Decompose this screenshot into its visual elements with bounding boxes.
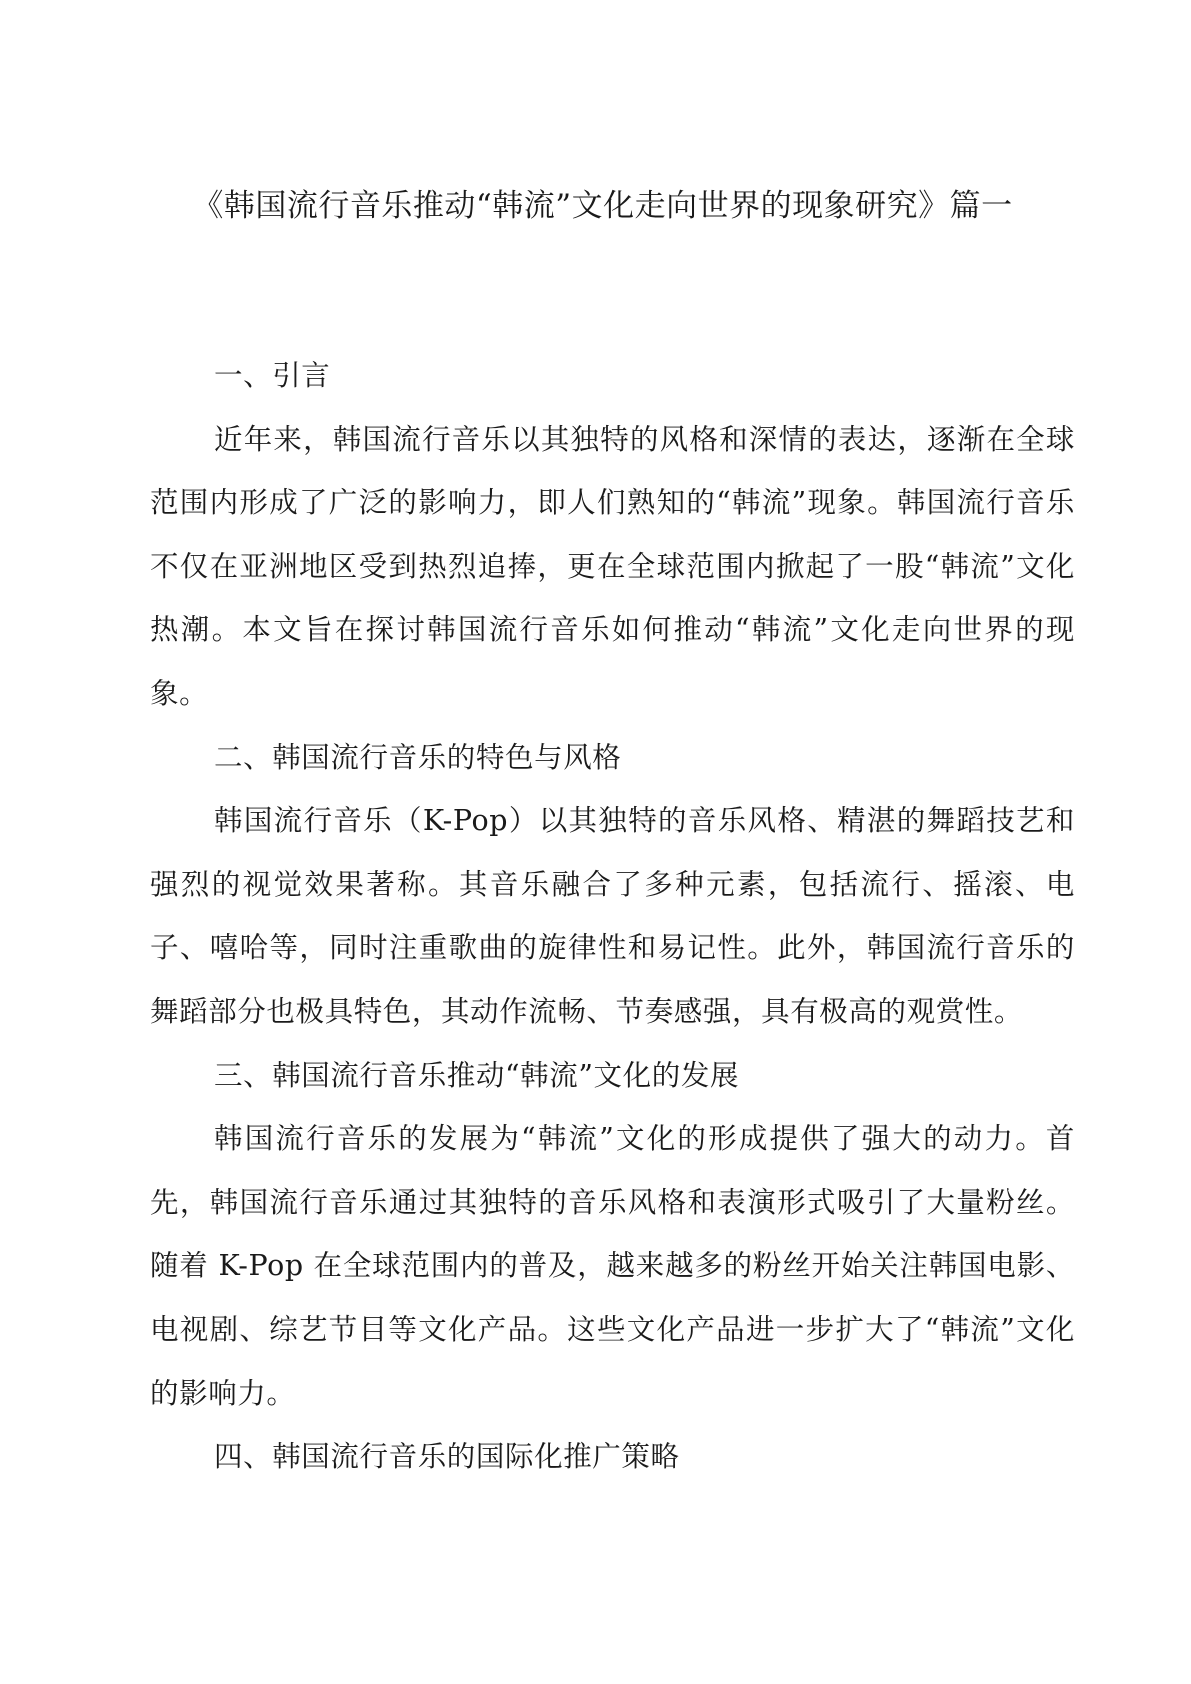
section-cultural-development [150, 1044, 1075, 1426]
section-features-and-style [150, 726, 1075, 1044]
document-title: 《韩国流行音乐推动“韩流”文化走向世界的现象研究》篇一 [192, 188, 1013, 224]
section-heading: 二、韩国流行音乐的特色与风格 [214, 740, 622, 774]
section-heading: 一、引言 [214, 359, 331, 392]
section-introduction [150, 344, 1075, 726]
paragraph: 近年来，韩国流行音乐以其独特的风格和深情的表达，逐渐在全球范围内形成了广泛的影响力，即人们熟知的“韩流”现象。韩国流行音乐不仅在亚洲地区受到热烈追捧，更在全球范围内掀起了一股“韩流”文化热潮。本文旨在探讨韩国流行音乐如何推动“韩流”文化走向世界的现象。 [150, 422, 1075, 710]
document-body [150, 344, 1075, 1489]
section-international-promotion [150, 1425, 1075, 1489]
section-heading: 三、韩国流行音乐推动“韩流”文化的发展 [214, 1058, 740, 1092]
paragraph: 韩国流行音乐（K-Pop）以其独特的音乐风格、精湛的舞蹈技艺和强烈的视觉效果著称。其音乐融合了多种元素，包括流行、摇滚、电子、嘻哈等，同时注重歌曲的旋律性和易记性。此外，韩国流行音乐的舞蹈部分也极具特色，其动作流畅、节奏感强，具有极高的观赏性。 [150, 804, 1075, 1028]
paragraph: 韩国流行音乐的发展为“韩流”文化的形成提供了强大的动力。首先，韩国流行音乐通过其独特的音乐风格和表演形式吸引了大量粉丝。随着 K-Pop 在全球范围内的普及，越来越多的粉丝开始关注韩国电影、电视剧、综艺节目等文化产品。这些文化产品进一步扩大了“韩流”文化的影响力。 [150, 1122, 1075, 1410]
section-heading: 四、韩国流行音乐的国际化推广策略 [214, 1440, 680, 1474]
